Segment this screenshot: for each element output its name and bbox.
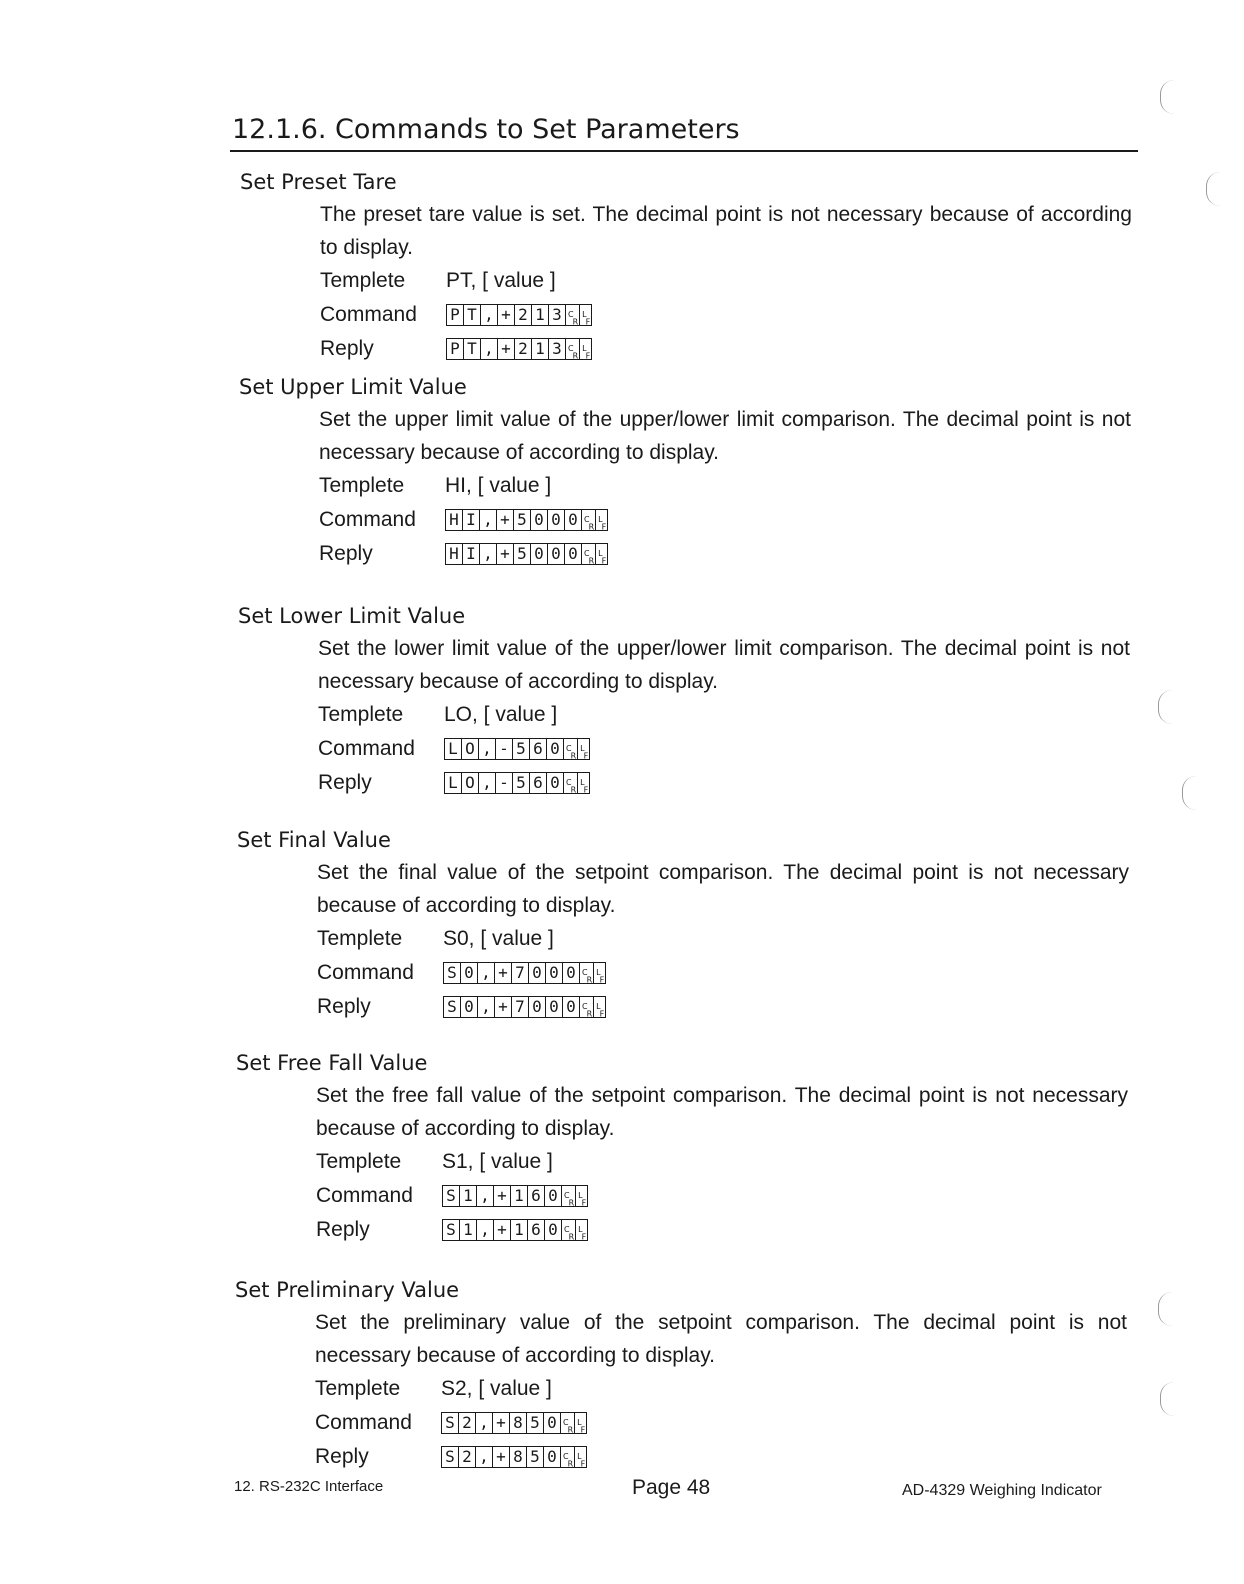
- template-value: S1, [ value ]: [442, 1150, 553, 1173]
- lf-terminator: [594, 997, 605, 1017]
- char-cell: +: [494, 1220, 511, 1240]
- char-cell: L: [445, 773, 462, 793]
- lf-sub-glyph: F: [580, 1459, 585, 1469]
- binder-hole-mark: [1160, 1382, 1175, 1416]
- template-row: [316, 1145, 1128, 1179]
- cr-main-glyph: C: [563, 1452, 568, 1461]
- command-row: [320, 298, 1132, 332]
- cr-sub-glyph: R: [586, 975, 592, 985]
- char-cell: ,: [479, 739, 496, 759]
- lf-sub-glyph: F: [581, 1198, 586, 1208]
- command-section: [238, 604, 1138, 800]
- lf-main-glyph: L: [577, 1452, 581, 1461]
- command-label: Command: [316, 1184, 413, 1207]
- lf-main-glyph: L: [580, 778, 584, 787]
- char-cell: 6: [528, 1186, 545, 1206]
- lf-sub-glyph: F: [580, 1425, 585, 1435]
- lf-sub-glyph: F: [599, 1009, 604, 1019]
- reply-string: [444, 772, 590, 794]
- template-row: [318, 698, 1130, 732]
- lf-sub-glyph: F: [601, 556, 606, 566]
- command-string: [442, 1185, 588, 1207]
- char-cell: 1: [532, 305, 549, 325]
- char-cell: 0: [547, 773, 564, 793]
- binder-hole-mark: [1182, 776, 1197, 810]
- char-cell: 0: [531, 544, 548, 564]
- cr-main-glyph: C: [566, 778, 571, 787]
- char-cell: 0: [563, 963, 580, 983]
- page-heading: 12.1.6. Commands to Set Parameters: [232, 114, 740, 145]
- cr-terminator: [564, 773, 578, 793]
- template-row: [317, 922, 1129, 956]
- char-cell: 0: [461, 963, 478, 983]
- char-cell: P: [447, 339, 464, 359]
- section-title: Set Free Fall Value: [236, 1051, 428, 1075]
- reply-string: [443, 996, 606, 1018]
- char-cell: -: [496, 773, 513, 793]
- binder-hole-mark: [1206, 172, 1221, 206]
- template-value: PT, [ value ]: [446, 269, 556, 292]
- char-cell: 2: [459, 1413, 476, 1433]
- cr-terminator: [564, 739, 578, 759]
- section-title: Set Preliminary Value: [235, 1278, 460, 1302]
- template-label: Templete: [317, 927, 403, 950]
- section-body: [315, 1306, 1127, 1474]
- char-cell: +: [494, 1186, 511, 1206]
- lf-terminator: [578, 739, 589, 759]
- command-label: Command: [318, 737, 415, 760]
- char-cell: +: [498, 305, 515, 325]
- lf-terminator: [575, 1447, 586, 1467]
- reply-string: [445, 543, 608, 565]
- binder-hole-mark: [1160, 80, 1175, 114]
- char-cell: S: [442, 1447, 459, 1467]
- char-cell: +: [493, 1447, 510, 1467]
- command-label: Command: [315, 1411, 412, 1434]
- binder-hole-mark: [1158, 1292, 1173, 1326]
- char-cell: 5: [527, 1447, 544, 1467]
- lf-sub-glyph: F: [599, 975, 604, 985]
- char-cell: ,: [476, 1413, 493, 1433]
- lf-terminator: [580, 305, 591, 325]
- reply-string: [442, 1219, 588, 1241]
- char-cell: 2: [515, 305, 532, 325]
- footer-product: AD-4329 Weighing Indicator: [902, 1482, 1102, 1499]
- command-label: Command: [317, 961, 414, 984]
- char-cell: 0: [531, 510, 548, 530]
- char-cell: 6: [528, 1220, 545, 1240]
- char-cell: I: [463, 510, 480, 530]
- command-string: [445, 509, 608, 531]
- char-cell: S: [443, 1220, 460, 1240]
- command-row: [315, 1406, 1127, 1440]
- char-cell: ,: [481, 305, 498, 325]
- command-section: [235, 1278, 1135, 1474]
- char-cell: 0: [529, 963, 546, 983]
- cr-sub-glyph: R: [588, 522, 594, 532]
- char-cell: 0: [544, 1447, 561, 1467]
- lf-sub-glyph: F: [585, 351, 590, 361]
- footer-chapter: 12. RS-232C Interface: [234, 1478, 384, 1495]
- char-cell: I: [463, 544, 480, 564]
- template-value: HI, [ value ]: [445, 474, 552, 497]
- section-body: [319, 403, 1131, 571]
- char-cell: 3: [549, 339, 566, 359]
- lf-main-glyph: L: [578, 1225, 582, 1234]
- char-cell: 7: [512, 963, 529, 983]
- cr-sub-glyph: R: [570, 785, 576, 795]
- cr-main-glyph: C: [563, 1418, 568, 1427]
- lf-terminator: [578, 773, 589, 793]
- char-cell: 5: [514, 510, 531, 530]
- section-body: [318, 632, 1130, 800]
- reply-row: [318, 766, 1130, 800]
- char-cell: 0: [529, 997, 546, 1017]
- cr-terminator: [566, 305, 580, 325]
- command-row: [316, 1179, 1128, 1213]
- reply-label: Reply: [318, 771, 372, 794]
- char-cell: 5: [514, 544, 531, 564]
- reply-row: [317, 990, 1129, 1024]
- char-cell: 0: [548, 544, 565, 564]
- command-section: [239, 375, 1139, 571]
- char-cell: 0: [461, 997, 478, 1017]
- lf-terminator: [594, 963, 605, 983]
- char-cell: ,: [480, 510, 497, 530]
- char-cell: 0: [563, 997, 580, 1017]
- cr-sub-glyph: R: [568, 1232, 574, 1242]
- char-cell: 1: [511, 1220, 528, 1240]
- char-cell: T: [464, 339, 481, 359]
- template-row: [320, 264, 1132, 298]
- char-cell: S: [442, 1413, 459, 1433]
- char-cell: 0: [565, 510, 582, 530]
- template-row: [315, 1372, 1127, 1406]
- char-cell: 5: [527, 1413, 544, 1433]
- char-cell: T: [464, 305, 481, 325]
- char-cell: 8: [510, 1447, 527, 1467]
- template-value: S2, [ value ]: [441, 1377, 552, 1400]
- lf-sub-glyph: F: [583, 785, 588, 795]
- cr-main-glyph: C: [566, 744, 571, 753]
- lf-terminator: [575, 1413, 586, 1433]
- lf-main-glyph: L: [582, 344, 586, 353]
- reply-string: [446, 338, 592, 360]
- command-section: [237, 828, 1137, 1024]
- lf-sub-glyph: F: [583, 751, 588, 761]
- template-row: [319, 469, 1131, 503]
- char-cell: +: [497, 544, 514, 564]
- char-cell: 1: [460, 1186, 477, 1206]
- cr-main-glyph: C: [568, 344, 573, 353]
- cr-main-glyph: C: [584, 515, 589, 524]
- cr-main-glyph: C: [568, 310, 573, 319]
- cr-terminator: [561, 1413, 575, 1433]
- char-cell: 0: [548, 510, 565, 530]
- cr-terminator: [561, 1447, 575, 1467]
- char-cell: L: [445, 739, 462, 759]
- char-cell: 0: [545, 1186, 562, 1206]
- char-cell: +: [497, 510, 514, 530]
- char-cell: 0: [545, 1220, 562, 1240]
- char-cell: 1: [532, 339, 549, 359]
- command-string: [441, 1412, 587, 1434]
- char-cell: 0: [546, 963, 563, 983]
- command-string: [444, 738, 590, 760]
- char-cell: 1: [460, 1220, 477, 1240]
- cr-sub-glyph: R: [567, 1425, 573, 1435]
- binder-hole-mark: [1158, 690, 1173, 724]
- section-description: Set the free fall value of the setpoint comparison. The decimal point is not necessary because of according to display.: [316, 1084, 1128, 1140]
- char-cell: O: [462, 739, 479, 759]
- section-title: Set Final Value: [237, 828, 391, 852]
- char-cell: 2: [515, 339, 532, 359]
- lf-sub-glyph: F: [581, 1232, 586, 1242]
- char-cell: ,: [477, 1220, 494, 1240]
- section-description: Set the final value of the setpoint comparison. The decimal point is not necessary because of according to display.: [317, 861, 1129, 917]
- lf-main-glyph: L: [598, 515, 602, 524]
- lf-sub-glyph: F: [585, 317, 590, 327]
- cr-terminator: [562, 1186, 576, 1206]
- reply-label: Reply: [317, 995, 371, 1018]
- lf-main-glyph: L: [596, 1002, 600, 1011]
- reply-string: [441, 1446, 587, 1468]
- lf-main-glyph: L: [598, 549, 602, 558]
- template-label: Templete: [320, 269, 406, 292]
- section-body: [316, 1079, 1128, 1247]
- char-cell: 0: [565, 544, 582, 564]
- section-title: Set Upper Limit Value: [239, 375, 467, 399]
- char-cell: ,: [478, 997, 495, 1017]
- char-cell: 6: [530, 773, 547, 793]
- template-label: Templete: [316, 1150, 402, 1173]
- char-cell: P: [447, 305, 464, 325]
- cr-terminator: [582, 544, 596, 564]
- char-cell: +: [493, 1413, 510, 1433]
- cr-terminator: [582, 510, 596, 530]
- char-cell: ,: [476, 1447, 493, 1467]
- char-cell: O: [462, 773, 479, 793]
- section-title: Set Lower Limit Value: [238, 604, 466, 628]
- char-cell: 1: [511, 1186, 528, 1206]
- char-cell: 2: [459, 1447, 476, 1467]
- lf-terminator: [576, 1220, 587, 1240]
- cr-sub-glyph: R: [572, 351, 578, 361]
- char-cell: 3: [549, 305, 566, 325]
- reply-row: [316, 1213, 1128, 1247]
- lf-main-glyph: L: [596, 968, 600, 977]
- template-label: Templete: [315, 1377, 401, 1400]
- char-cell: 0: [544, 1413, 561, 1433]
- command-label: Command: [320, 303, 417, 326]
- lf-terminator: [576, 1186, 587, 1206]
- footer-page-number: Page 48: [632, 1476, 711, 1499]
- cr-main-glyph: C: [564, 1191, 569, 1200]
- command-section: [240, 170, 1140, 366]
- cr-terminator: [566, 339, 580, 359]
- char-cell: ,: [480, 544, 497, 564]
- lf-main-glyph: L: [578, 1191, 582, 1200]
- command-row: [318, 732, 1130, 766]
- cr-sub-glyph: R: [570, 751, 576, 761]
- reply-label: Reply: [320, 337, 374, 360]
- cr-terminator: [580, 963, 594, 983]
- section-description: Set the lower limit value of the upper/lower limit comparison. The decimal point is not necessary because of according to display.: [318, 637, 1130, 693]
- char-cell: -: [496, 739, 513, 759]
- lf-main-glyph: L: [577, 1418, 581, 1427]
- char-cell: +: [495, 997, 512, 1017]
- char-cell: 5: [513, 739, 530, 759]
- char-cell: 8: [510, 1413, 527, 1433]
- command-label: Command: [319, 508, 416, 531]
- template-value: S0, [ value ]: [443, 927, 554, 950]
- cr-sub-glyph: R: [567, 1459, 573, 1469]
- char-cell: S: [444, 997, 461, 1017]
- section-description: The preset tare value is set. The decimal point is not necessary because of according to display.: [320, 203, 1132, 259]
- char-cell: 5: [513, 773, 530, 793]
- command-string: [446, 304, 592, 326]
- cr-sub-glyph: R: [568, 1198, 574, 1208]
- char-cell: 6: [530, 739, 547, 759]
- cr-terminator: [562, 1220, 576, 1240]
- template-value: LO, [ value ]: [444, 703, 558, 726]
- char-cell: +: [498, 339, 515, 359]
- command-section: [236, 1051, 1136, 1247]
- command-string: [443, 962, 606, 984]
- reply-label: Reply: [319, 542, 373, 565]
- char-cell: 0: [547, 739, 564, 759]
- reply-row: [315, 1440, 1127, 1474]
- template-label: Templete: [319, 474, 405, 497]
- cr-main-glyph: C: [564, 1225, 569, 1234]
- char-cell: ,: [481, 339, 498, 359]
- lf-terminator: [596, 510, 607, 530]
- char-cell: ,: [479, 773, 496, 793]
- lf-terminator: [580, 339, 591, 359]
- cr-sub-glyph: R: [572, 317, 578, 327]
- cr-main-glyph: C: [584, 549, 589, 558]
- heading-rule: [230, 150, 1138, 152]
- lf-main-glyph: L: [580, 744, 584, 753]
- char-cell: S: [443, 1186, 460, 1206]
- reply-row: [319, 537, 1131, 571]
- command-row: [317, 956, 1129, 990]
- section-body: [317, 856, 1129, 1024]
- section-description: Set the preliminary value of the setpoint comparison. The decimal point is not necessary because of according to display.: [315, 1311, 1127, 1367]
- char-cell: 0: [546, 997, 563, 1017]
- cr-sub-glyph: R: [588, 556, 594, 566]
- cr-main-glyph: C: [582, 1002, 587, 1011]
- reply-label: Reply: [315, 1445, 369, 1468]
- cr-main-glyph: C: [582, 968, 587, 977]
- section-body: [320, 198, 1132, 366]
- lf-main-glyph: L: [582, 310, 586, 319]
- command-row: [319, 503, 1131, 537]
- template-label: Templete: [318, 703, 404, 726]
- lf-terminator: [596, 544, 607, 564]
- lf-sub-glyph: F: [601, 522, 606, 532]
- section-title: Set Preset Tare: [240, 170, 397, 194]
- reply-label: Reply: [316, 1218, 370, 1241]
- char-cell: ,: [478, 963, 495, 983]
- char-cell: +: [495, 963, 512, 983]
- section-description: Set the upper limit value of the upper/lower limit comparison. The decimal point is not necessary because of according to display.: [319, 408, 1131, 464]
- cr-sub-glyph: R: [586, 1009, 592, 1019]
- reply-row: [320, 332, 1132, 366]
- char-cell: H: [446, 510, 463, 530]
- char-cell: 7: [512, 997, 529, 1017]
- char-cell: S: [444, 963, 461, 983]
- char-cell: ,: [477, 1186, 494, 1206]
- char-cell: H: [446, 544, 463, 564]
- cr-terminator: [580, 997, 594, 1017]
